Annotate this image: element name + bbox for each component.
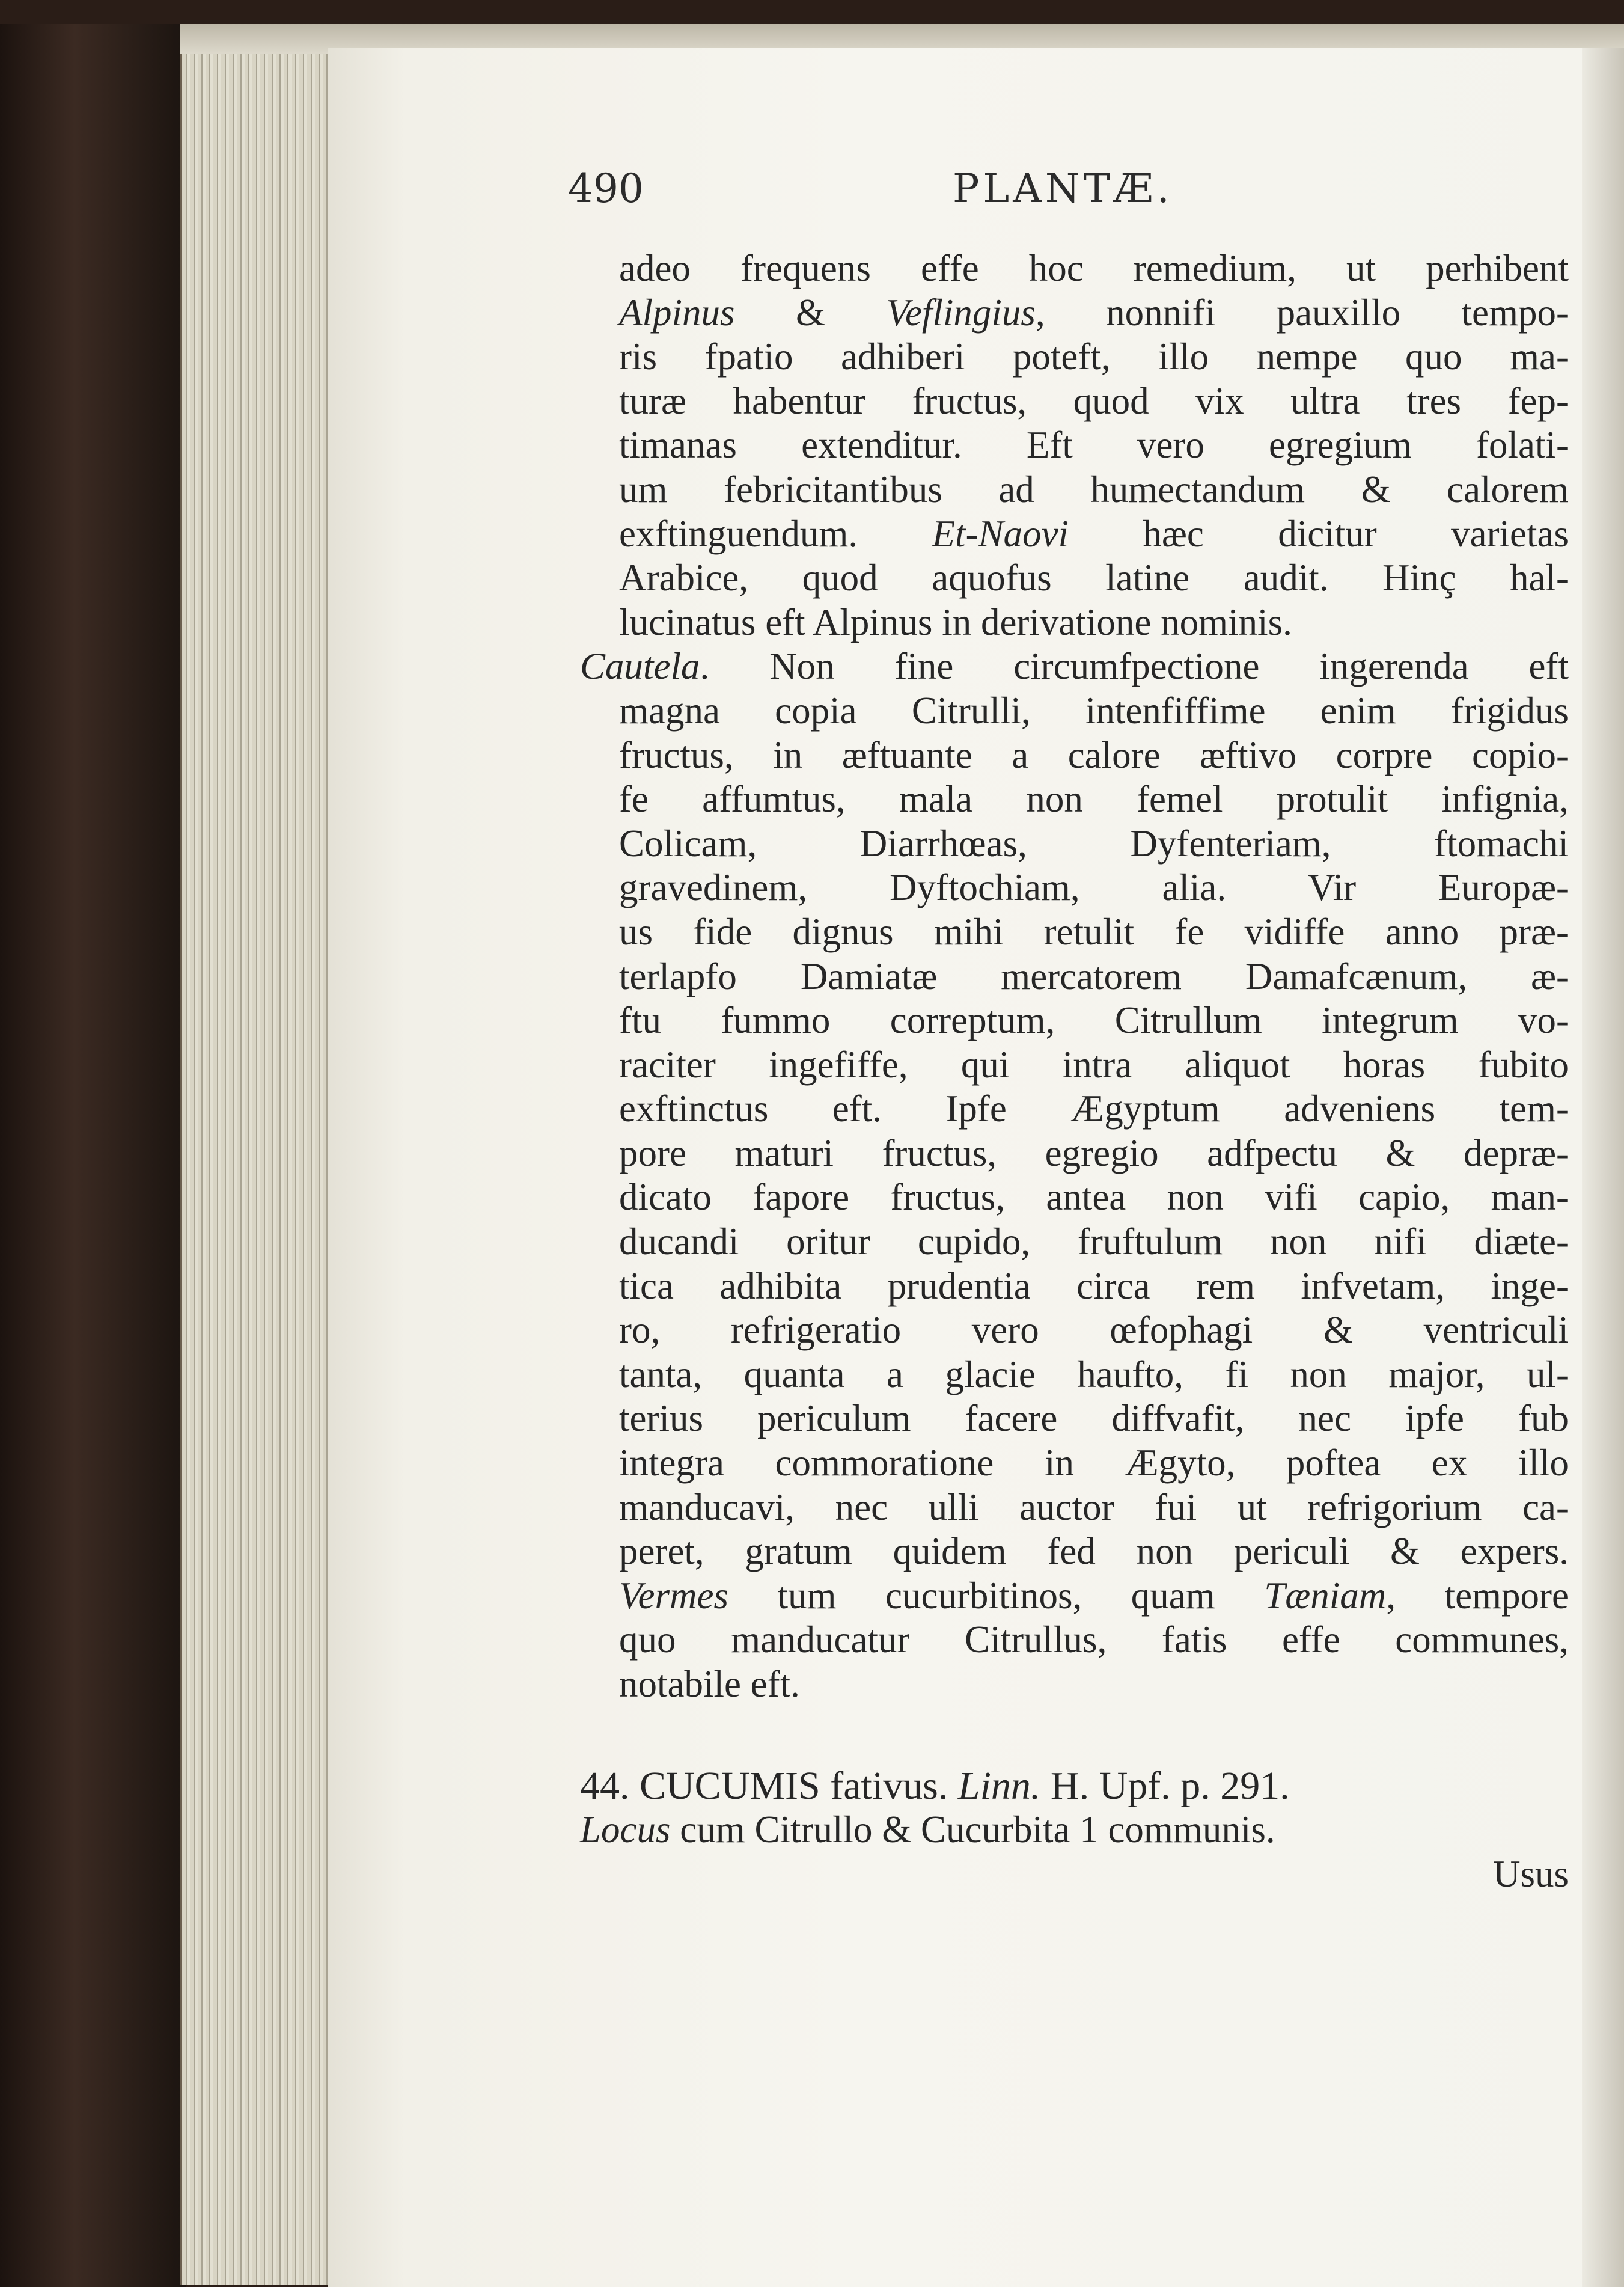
text-line: exftinctus eft. Ipfe Ægyptum adveniens tem- [619,1088,1569,1130]
text-line: Arabice, quod aquofus latine audit. Hinç hal- [619,557,1569,599]
text-line: turæ habentur fructus, quod vix ultra tres fep- [619,379,1569,422]
text-line [619,1574,1569,1618]
page-right-edge [1582,48,1624,2287]
abbr-linn: Linn. [957,1763,1041,1808]
text-line: integra commoratione in Ægyto, poftea ex illo [619,1442,1569,1484]
text-span: H. Upf. p. 291. [1040,1763,1290,1808]
text-line [619,291,1569,335]
text-span: . Non fine circumfpectione ingerenda eft [700,645,1569,688]
text-line: adeo frequens effe hoc remedium, ut perhibent [619,247,1569,289]
text-line: ro, refrigeratio vero œfophagi & ventriculi [619,1309,1569,1352]
text-span: & [734,291,887,334]
entry-44-heading [580,1764,1569,1808]
text-line: tica adhibita prudentia circa rem infvetam, inge- [619,1264,1569,1307]
text-line: us fide dignus mihi retulit fe vidiffe anno præ- [619,910,1569,953]
text-span: exftinguendum. [619,512,932,555]
text-line: manducavi, nec ulli auctor fui ut refrigorium ca- [619,1486,1569,1528]
text-span: hæc dicitur varietas [1069,512,1569,555]
name-alpinus: Alpinus [619,291,735,334]
text-line [619,512,1569,557]
text-line: tanta, quanta a glacie haufto, fi non major, ul- [619,1353,1569,1395]
text-line: dicato fapore fructus, antea non vifi capio, man- [619,1176,1569,1219]
text-line: gravedinem, Dyftochiam, alia. Vir Europæ- [619,866,1569,909]
book-cover-edge [0,24,186,2287]
text-span: cum Citrullo & Cucurbita 1 communis. [670,1808,1275,1851]
text-line: ftu fummo correptum, Citrullum integrum vo- [619,999,1569,1042]
running-head: PLANTÆ. [953,165,1173,212]
text-line: terlapfo Damiatæ mercatorem Damafcænum, æ- [619,955,1569,997]
text-line: Colicam, Diarrhœas, Dyfenteriam, ftomachi [619,822,1569,865]
text-span: tum cucurbitinos, quam [728,1574,1265,1617]
text-line: notabile eft. [619,1663,800,1705]
text-line: ducandi oritur cupido, fruftulum non nifi diæte- [619,1220,1569,1263]
text-line: magna copia Citrulli, intenfiffime enim frigidus [619,689,1569,732]
section-cautela [580,644,1569,689]
text-span: 44. CUCUMIS fativus. [580,1763,958,1808]
text-line: terius periculum facere diffvafit, nec ipfe fub [619,1397,1569,1440]
term-taeniam: Tæniam [1264,1574,1387,1617]
text-span: , nonnifi pauxillo tempo- [1035,291,1569,334]
text-line: lucinatus eft Alpinus in derivatione nominis. [619,601,1292,643]
text-line: ris fpatio adhiberi poteft, illo nempe quo ma- [619,335,1569,378]
bleed-through-marks [577,265,613,1828]
page-stack-edge [180,48,338,2285]
text-line: um febricitantibus ad humectandum & calorem [619,468,1569,510]
text-line: fe affumtus, mala non femel protulit infignia, [619,778,1569,821]
text-line: quo manducatur Citrullus, fatis effe communes, [619,1618,1569,1661]
section-locus [580,1808,1569,1852]
text-line: timanas extenditur. Eft vero egregium folati- [619,424,1569,467]
text-span: , tempore [1386,1574,1569,1617]
page-header [568,159,1590,231]
section-label-locus: Locus [580,1808,671,1851]
name-veslingius: Veflingius [886,291,1036,334]
page-number: 490 [568,165,644,212]
catchword: Usus [1492,1852,1569,1895]
text-line: raciter ingefiffe, qui intra aliquot horas fubito [619,1043,1569,1086]
text-line: fructus, in æftuante a calore æftivo corpre copio- [619,733,1569,776]
term-et-naovi: Et-Naovi [932,512,1069,555]
spacer [619,1707,1569,1764]
section-label-cautela: Cautela [580,645,700,688]
body-text [580,246,1569,1896]
term-vermes: Vermes [619,1574,728,1617]
text-line: peret, gratum quidem fed non periculi & expers. [619,1530,1569,1573]
text-line: pore maturi fructus, egregio adfpectu & depræ- [619,1131,1569,1174]
